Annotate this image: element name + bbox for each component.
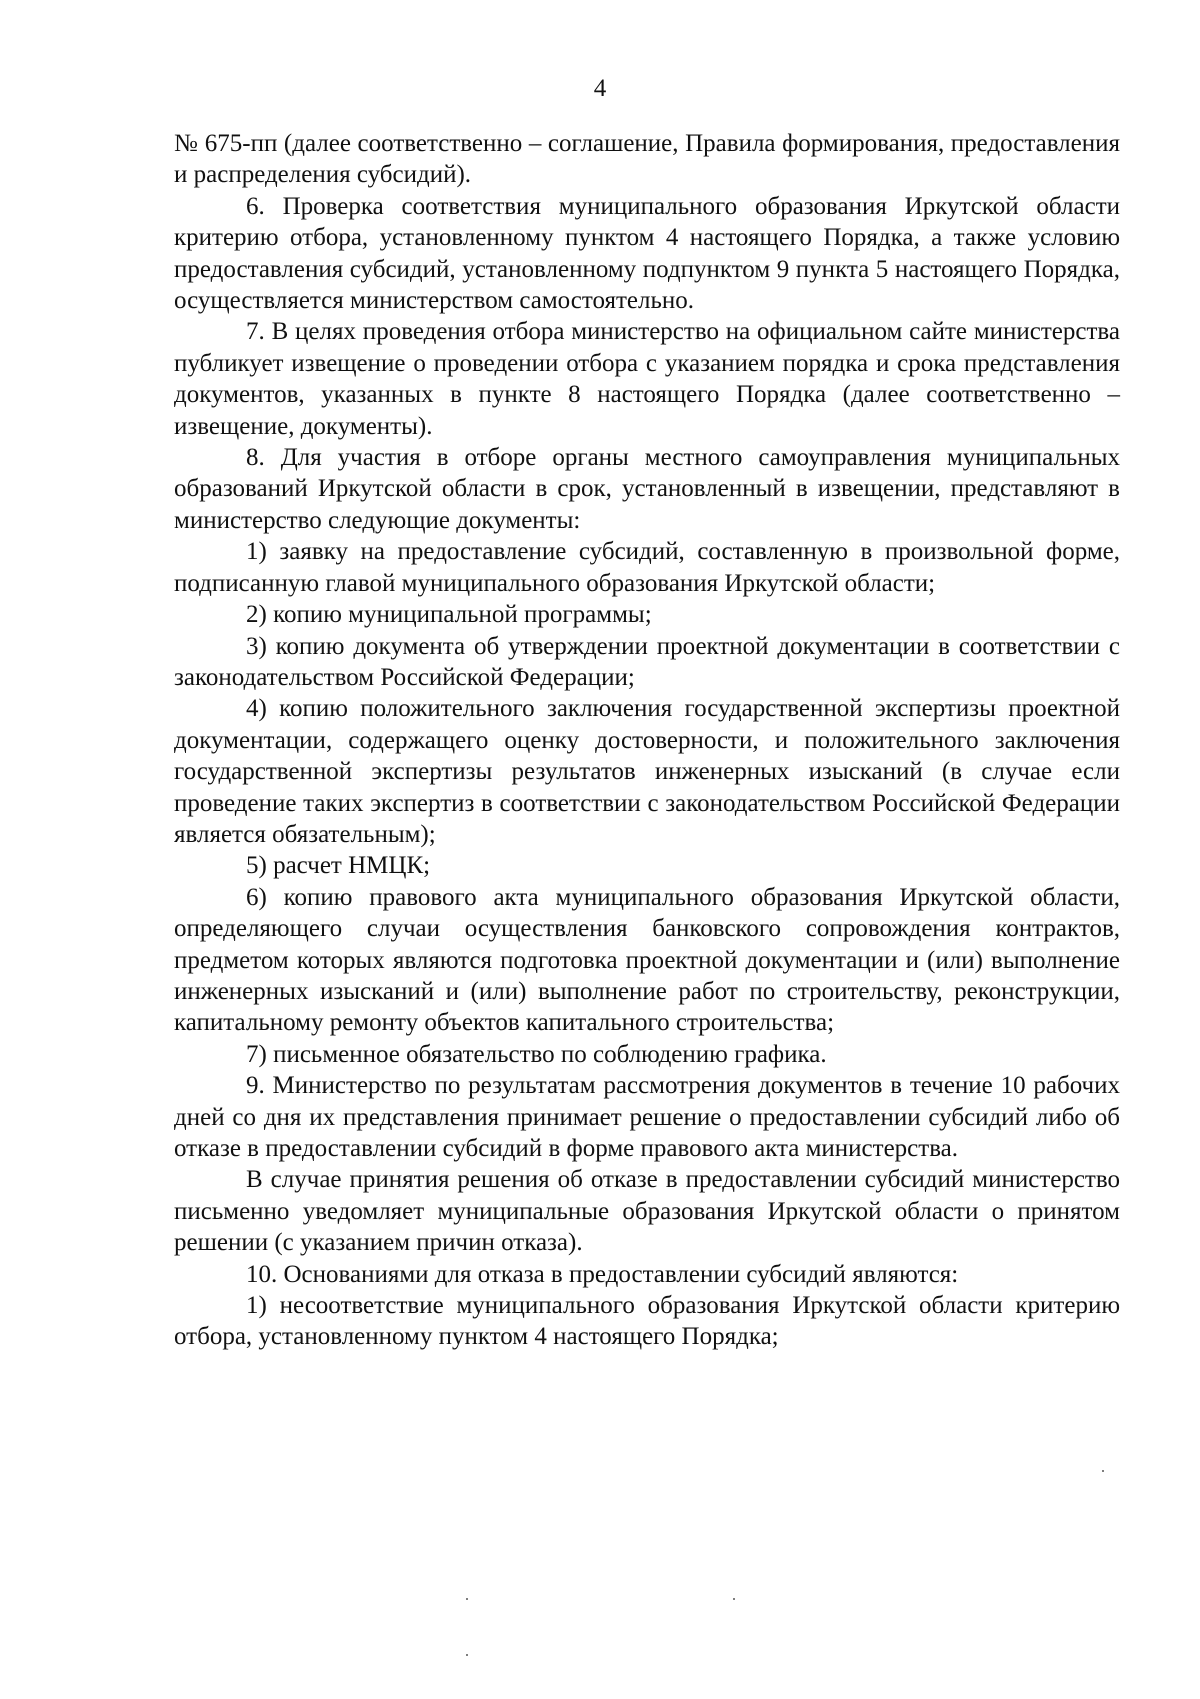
page-number: 4 [593, 75, 607, 102]
paragraph-subitem-8-2: 2) копию муниципальной программы; [246, 601, 652, 629]
document-body [174, 128, 1120, 1353]
paragraph-subitem-8-4: 4) копию положительного заключения государственной экспертизы проектной документации, содержащего оценку достоверности, и положительного заключения государственной экспертизы результатов инженерных изысканий (в случае если проведение таких экспертиз в соответствии с законодательством Российской Федерации является обязательным); [174, 695, 1120, 848]
paragraph-item-10: 10. Основаниями для отказа в предоставлении субсидий являются: [246, 1260, 959, 1288]
scan-speck [466, 1654, 468, 1656]
paragraph-subitem-8-3: 3) копию документа об утверждении проектной документации в соответствии с законодательством Российской Федерации; [174, 632, 1120, 691]
paragraph-continuation: № 675-пп (далее соответственно – соглашение, Правила формирования, предоставления и распределения субсидий). [174, 130, 1120, 189]
paragraph-item-8: 8. Для участия в отборе органы местного самоуправления муниципальных образований Иркутской области в срок, установленный в извещении, представляют в министерство следующие документы: [174, 444, 1120, 534]
scan-speck [733, 1598, 735, 1600]
scan-speck [466, 1598, 468, 1600]
paragraph-subitem-8-6: 6) копию правового акта муниципального образования Иркутской области, определяющего случаи осуществления банковского сопровождения контрактов, предметом которых являются подготовка проектной документации и (или) выполнение инженерных изысканий и (или) выполнение работ по строительству, реконструкции, капитальному ремонту объектов капитального строительства; [174, 883, 1120, 1037]
paragraph-subitem-8-1: 1) заявку на предоставление субсидий, составленную в произвольной форме, подписанную главой муниципального образования Иркутской области; [174, 538, 1120, 597]
paragraph-subitem-8-7: 7) письменное обязательство по соблюдению графика. [246, 1040, 827, 1068]
paragraph-item-6: 6. Проверка соответствия муниципального образования Иркутской области критерию отбора, установленному пунктом 4 настоящего Порядка, а также условию предоставления субсидий, установленному подпунктом 9 пункта 5 настоящего Порядка, осуществляется министерством самостоятельно. [174, 192, 1120, 315]
scan-speck [1102, 1470, 1104, 1472]
paragraph-item-7: 7. В целях проведения отбора министерство на официальном сайте министерства публикует извещение о проведении отбора с указанием порядка и срока представления документов, указанных в пункте 8 настоящего Порядка (далее соответственно – извещение, документы). [174, 318, 1120, 440]
paragraph-refusal-notice: В случае принятия решения об отказе в предоставлении субсидий министерство письменно уведомляет муниципальные образования Иркутской области о принятом решении (с указанием причин отказа). [174, 1166, 1120, 1257]
paragraph-item-9: 9. Министерство по результатам рассмотрения документов в течение 10 рабочих дней со дня их представления принимает решение о предоставлении субсидий либо об отказе в предоставлении субсидий в форме правового акта министерства. [174, 1072, 1120, 1162]
paragraph-subitem-10-1: 1) несоответствие муниципального образования Иркутской области критерию отбора, установленному пунктом 4 настоящего Порядка; [174, 1292, 1120, 1351]
paragraph-subitem-8-5: 5) расчет НМЦК; [246, 852, 431, 880]
